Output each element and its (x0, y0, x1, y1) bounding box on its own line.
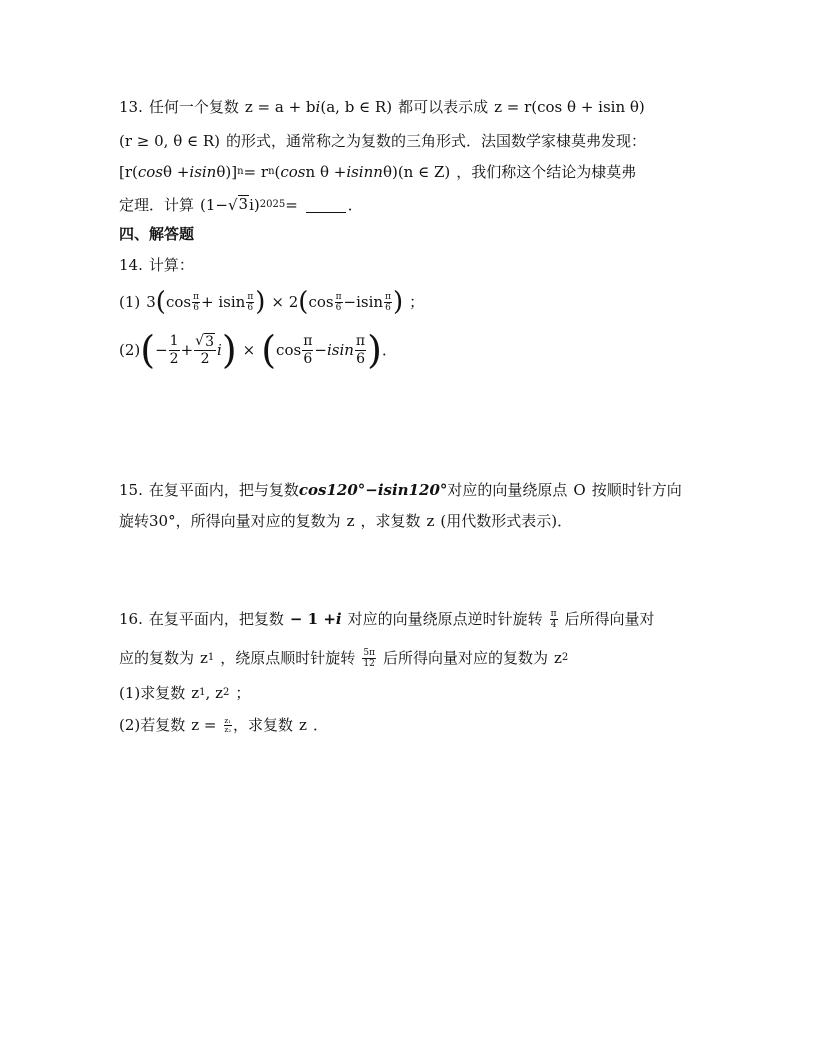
q16-part-1: (1) 求复数 z 1 , z 2 ； (119, 684, 251, 702)
q16-line-2: 应的复数为 z 1 ，绕原点顺时针旋转 $\frac{5\pi}{12}$ 后所得向量对应的复数为 z 2 (119, 647, 569, 669)
q13-line-2: (r ≥ 0, θ ∈ R) 的形式，通常称之为复数的三角形式．法国数学家棣莫弗发现： (119, 132, 647, 150)
q15-line-1: 15. 在复平面内，把与复数 cos120°−isin120° 对应的向量绕原点 O 按顺时针方向 (119, 481, 682, 499)
q15-line-2: 旋转30°，所得向量对应的复数为 z ，求复数 z (用代数形式表示)． (119, 512, 573, 530)
q14-intro: 14. 计算： (119, 256, 194, 274)
answer-blank (306, 198, 346, 213)
q13-number: 13. (119, 98, 143, 116)
q16-line-1: 16. 在复平面内，把复数 − 1 + i 对应的向量绕原点逆时针旋转 $\frac{\pi}{4}$ 后所得向量对 (119, 608, 655, 630)
sqrt-symbol: √ 3 (227, 195, 249, 214)
q14-part-2: (2) ( − $\frac{1}{2}$ + √ 3 2 i ) × ( cos $\frac{\pi}{6}$ − isin $\frac{\pi}{6}$ ) ． (119, 328, 397, 372)
q13-line-1: 13. 任何一个复数 z = a + b i (a, b ∈ R) 都可以表示成 z = r(cos θ + isin θ) (119, 98, 645, 116)
section-heading: 四、解答题 (119, 225, 195, 243)
q13-line-4: 定理．计算 (1− √ 3 i) 2025 = ． (119, 195, 363, 214)
q16-number: 16. (119, 610, 143, 628)
q15-number: 15. (119, 481, 143, 499)
q13-line-3: [r( cos θ + isin θ)] n = r n ( cos n θ + isinn θ)(n ∈ Z) ，我们称这个结论为棣莫弗 (119, 163, 637, 181)
q16-part-2: (2) 若复数 z = $\frac{\text{z₁}}{\text{z₂}}$ ，求复数 z ． (119, 716, 328, 734)
q14-number: 14. (119, 256, 143, 274)
q14-part-1: (1) 3 ( cos $\frac{\pi}{6}$ + isin $\frac{\pi}{6}$ ) × 2 ( cos $\frac{\pi}{6}$ −isin $\frac{\pi}{6}$ ) ； (119, 287, 425, 317)
